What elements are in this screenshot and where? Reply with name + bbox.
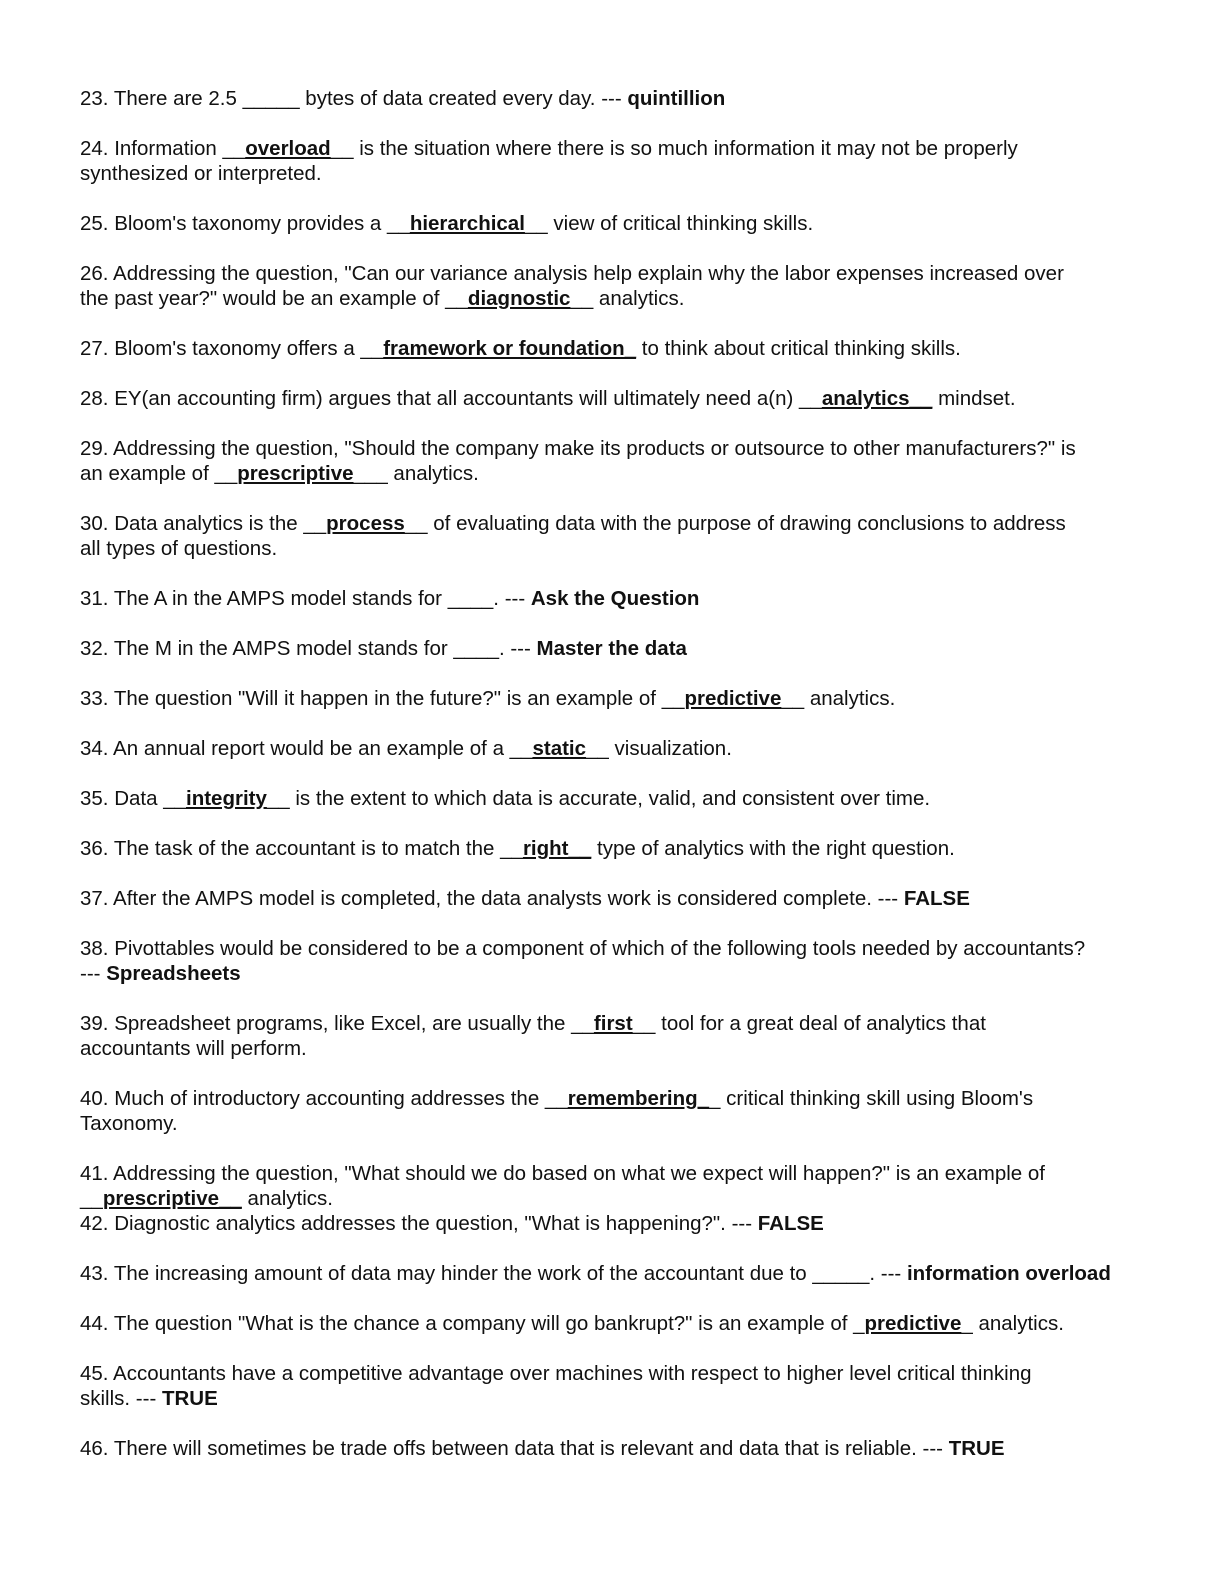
- question-line: [80, 1261, 1190, 1286]
- question-text: 26. Addressing the question, "Can our variance analysis help explain why the labor expenses increased over: [80, 262, 1064, 285]
- answer-text: right__: [522, 837, 592, 860]
- question-item: [80, 1261, 1190, 1286]
- question-line: [80, 836, 1190, 861]
- answer-text: Spreadsheets: [106, 962, 241, 985]
- question-text: 45. Accountants have a competitive advantage over machines with respect to higher level critical thinking: [80, 1362, 1032, 1385]
- question-text: the past year?" would be an example of __: [80, 287, 468, 310]
- question-text: mindset.: [932, 387, 1016, 410]
- question-line: [80, 261, 1190, 286]
- question-line: [80, 1436, 1190, 1461]
- question-text: 30. Data analytics is the __: [80, 512, 327, 535]
- question-item: [80, 336, 1190, 361]
- question-line: [80, 736, 1190, 761]
- question-item: [80, 1311, 1190, 1336]
- question-line: [80, 1111, 1190, 1136]
- question-text: analytics.: [241, 1187, 333, 1210]
- question-item: [80, 636, 1190, 661]
- question-text: __ is the extent to which data is accurate, valid, and consistent over time.: [266, 787, 931, 810]
- question-line: [80, 336, 1190, 361]
- question-line: [80, 1361, 1190, 1386]
- question-text: 44. The question "What is the chance a company will go bankrupt?" is an example of _: [80, 1312, 865, 1335]
- answer-text: framework or foundation_: [383, 337, 637, 360]
- question-line: [80, 1161, 1190, 1186]
- question-item: [80, 836, 1190, 861]
- answer-text: prescriptive: [237, 462, 354, 485]
- answer-text: analytics__: [821, 387, 933, 410]
- question-text: accountants will perform.: [80, 1037, 307, 1060]
- question-line: [80, 211, 1190, 236]
- question-line: [80, 136, 1190, 161]
- question-line: [80, 161, 1190, 186]
- document-page: [80, 86, 1190, 1486]
- question-text: 24. Information __: [80, 137, 246, 160]
- answer-text: first: [593, 1012, 633, 1035]
- question-text: 31. The A in the AMPS model stands for ____. ---: [80, 587, 531, 610]
- question-text: __: [80, 1187, 103, 1210]
- question-item: [80, 886, 1190, 911]
- question-text: 23. There are 2.5 _____ bytes of data created every day. ---: [80, 87, 628, 110]
- question-item: [80, 86, 1190, 111]
- question-text: 42. Diagnostic analytics addresses the question, "What is happening?". ---: [80, 1212, 758, 1235]
- question-text: __ view of critical thinking skills.: [524, 212, 814, 235]
- question-line: [80, 1036, 1190, 1061]
- question-text: skills. ---: [80, 1387, 162, 1410]
- question-line: [80, 286, 1190, 311]
- question-text: 40. Much of introductory accounting addresses the __: [80, 1087, 568, 1110]
- question-text: 37. After the AMPS model is completed, the data analysts work is considered complete. ---: [80, 887, 904, 910]
- question-text: _ analytics.: [961, 1312, 1064, 1335]
- question-text: 32. The M in the AMPS model stands for ____. ---: [80, 637, 537, 660]
- answer-text: predictive: [684, 687, 782, 710]
- question-text: 41. Addressing the question, "What should we do based on what we expect will happen?" is an example of: [80, 1162, 1045, 1185]
- question-item: [80, 511, 1190, 561]
- question-text: 39. Spreadsheet programs, like Excel, are usually the __: [80, 1012, 594, 1035]
- question-item: [80, 136, 1190, 186]
- answer-text: diagnostic: [467, 287, 571, 310]
- answer-text: Ask the Question: [530, 587, 700, 610]
- question-item: [80, 436, 1190, 486]
- question-text: 35. Data __: [80, 787, 186, 810]
- question-item: [80, 786, 1190, 811]
- question-line: [80, 536, 1190, 561]
- answer-text: information overload: [906, 1262, 1111, 1285]
- answer-text: hierarchical: [409, 212, 525, 235]
- question-text: __ is the situation where there is so much information it may not be properly: [330, 137, 1018, 160]
- question-text: 25. Bloom's taxonomy provides a __: [80, 212, 410, 235]
- answer-text: quintillion: [627, 87, 726, 110]
- question-item: [80, 736, 1190, 761]
- question-item: [80, 1361, 1190, 1411]
- question-text: 33. The question "Will it happen in the future?" is an example of __: [80, 687, 685, 710]
- question-item: [80, 936, 1190, 986]
- question-text: 46. There will sometimes be trade offs between data that is relevant and data that is reliable. ---: [80, 1437, 949, 1460]
- question-item: [80, 261, 1190, 311]
- question-line: [80, 686, 1190, 711]
- question-line: [80, 936, 1190, 961]
- question-item: [80, 686, 1190, 711]
- question-line: [80, 86, 1190, 111]
- question-line: [80, 436, 1190, 461]
- question-item: [80, 1211, 1190, 1236]
- question-text: synthesized or interpreted.: [80, 162, 322, 185]
- question-text: __ of evaluating data with the purpose of drawing conclusions to address: [404, 512, 1066, 535]
- question-text: __ visualization.: [586, 737, 732, 760]
- answer-text: FALSE: [903, 887, 970, 910]
- question-text: Taxonomy.: [80, 1112, 178, 1135]
- question-text: 43. The increasing amount of data may hinder the work of the accountant due to _____. ---: [80, 1262, 907, 1285]
- answer-text: FALSE: [757, 1212, 824, 1235]
- question-item: [80, 386, 1190, 411]
- answer-text: static: [532, 737, 587, 760]
- answer-text: remembering_: [567, 1087, 710, 1110]
- question-text: __ tool for a great deal of analytics that: [632, 1012, 986, 1035]
- question-text: 36. The task of the accountant is to match the __: [80, 837, 523, 860]
- question-line: [80, 1311, 1190, 1336]
- question-text: to think about critical thinking skills.: [636, 337, 961, 360]
- question-text: 27. Bloom's taxonomy offers a __: [80, 337, 384, 360]
- question-text: ---: [80, 962, 107, 985]
- question-line: [80, 636, 1190, 661]
- question-text: ___ analytics.: [353, 462, 479, 485]
- question-line: [80, 1011, 1190, 1036]
- question-text: _ critical thinking skill using Bloom's: [709, 1087, 1034, 1110]
- question-text: all types of questions.: [80, 537, 278, 560]
- question-line: [80, 461, 1190, 486]
- answer-text: integrity: [186, 787, 267, 810]
- answer-text: process: [326, 512, 405, 535]
- question-text: 29. Addressing the question, "Should the company make its products or outsource to other manufacturers?" is: [80, 437, 1076, 460]
- question-line: [80, 386, 1190, 411]
- question-item: [80, 1011, 1190, 1061]
- answer-text: prescriptive__: [102, 1187, 242, 1210]
- question-line: [80, 886, 1190, 911]
- question-text: 38. Pivottables would be considered to be a component of which of the following tools needed by accountants?: [80, 937, 1086, 960]
- question-item: [80, 211, 1190, 236]
- answer-text: TRUE: [948, 1437, 1005, 1460]
- question-text: 34. An annual report would be an example of a __: [80, 737, 533, 760]
- question-text: __ analytics.: [781, 687, 896, 710]
- answer-text: predictive: [864, 1312, 962, 1335]
- question-line: [80, 1211, 1190, 1236]
- question-line: [80, 786, 1190, 811]
- question-line: [80, 586, 1190, 611]
- question-text: 28. EY(an accounting firm) argues that all accountants will ultimately need a(n) __: [80, 387, 822, 410]
- question-line: [80, 961, 1190, 986]
- question-line: [80, 1086, 1190, 1111]
- question-line: [80, 1386, 1190, 1411]
- question-line: [80, 1186, 1190, 1211]
- question-text: an example of __: [80, 462, 238, 485]
- answer-text: overload: [245, 137, 331, 160]
- question-item: [80, 586, 1190, 611]
- answer-text: TRUE: [161, 1387, 218, 1410]
- question-item: [80, 1436, 1190, 1461]
- answer-text: Master the data: [536, 637, 687, 660]
- question-line: [80, 511, 1190, 536]
- question-item: [80, 1086, 1190, 1136]
- question-text: __ analytics.: [570, 287, 685, 310]
- question-item: [80, 1161, 1190, 1211]
- question-text: type of analytics with the right question.: [591, 837, 955, 860]
